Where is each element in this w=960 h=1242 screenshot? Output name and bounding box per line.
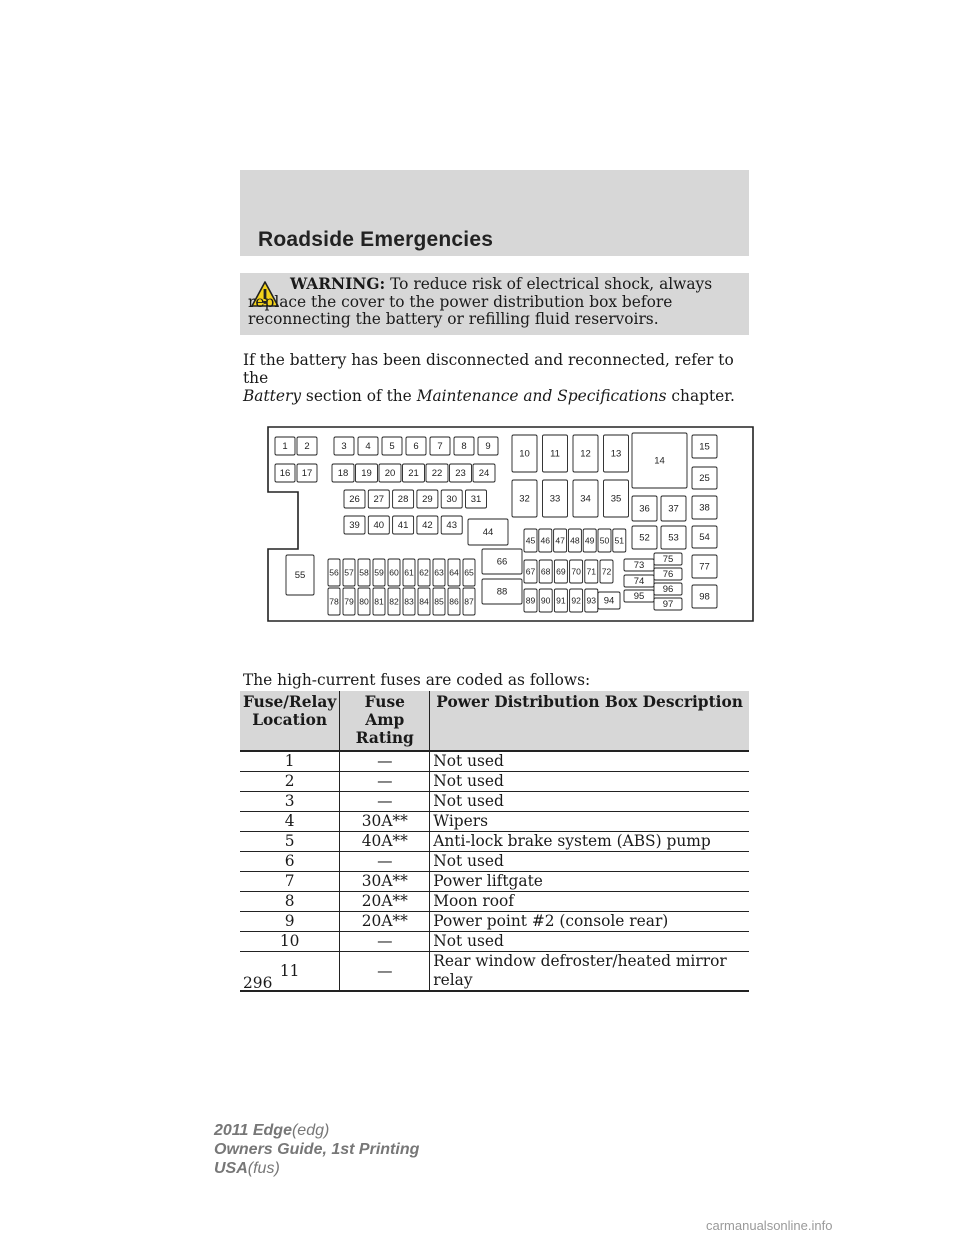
document-footer: [214, 1121, 419, 1178]
fuse-label: 1: [282, 441, 288, 453]
fuse-label: 2: [304, 441, 310, 453]
cell-amp-rating: 30A**: [340, 812, 430, 832]
cell-description: Not used: [430, 792, 749, 812]
fuse-label: 67: [525, 566, 536, 577]
fuse-label: 88: [496, 586, 508, 598]
fuse-label: 58: [359, 567, 369, 578]
fuse-label: 35: [610, 493, 622, 505]
fuse-label: 13: [610, 448, 622, 460]
fuse-label: 60: [389, 567, 399, 578]
fuse-label: 96: [662, 584, 674, 596]
fuse-label: 29: [422, 494, 433, 506]
fuse-label: 57: [344, 567, 354, 578]
section-title: Roadside Emergencies: [258, 228, 494, 251]
fuse-label: 41: [397, 520, 409, 532]
fuse-label: 55: [294, 570, 306, 582]
cell-location: 2: [240, 772, 340, 792]
paragraph-text-3: chapter.: [671, 387, 735, 405]
fuse-label: 37: [668, 503, 679, 515]
cell-description: Moon roof: [430, 892, 749, 912]
fuse-label: 98: [699, 591, 710, 603]
fuse-label: 4: [365, 441, 371, 453]
cell-amp-rating: 40A**: [340, 832, 430, 852]
table-row: [240, 892, 749, 912]
fuse-label: 81: [374, 596, 384, 607]
fuse-label: 68: [540, 566, 551, 577]
cell-description: Not used: [430, 932, 749, 952]
fuse-label: 87: [464, 596, 474, 607]
fuse-label: 34: [580, 493, 591, 505]
fuse-label: 97: [662, 599, 674, 611]
table-row: [240, 812, 749, 832]
cell-description: Not used: [430, 751, 749, 772]
battery-paragraph: [243, 351, 748, 405]
fuse-label: 47: [555, 535, 565, 546]
fuse-label: 28: [397, 494, 409, 506]
fuse-label: 65: [464, 567, 474, 578]
fuse-label: 31: [470, 494, 482, 506]
fuse-label: 6: [413, 441, 419, 453]
fuse-label: 64: [449, 567, 459, 578]
fuse-label: 56: [329, 567, 339, 578]
fuse-label: 17: [301, 468, 313, 480]
fuse-label: 7: [437, 441, 443, 453]
cell-location: 11: [240, 952, 340, 992]
cell-location: 10: [240, 932, 340, 952]
fuse-label: 39: [349, 520, 360, 532]
cell-location: 6: [240, 852, 340, 872]
fuse-label: 3: [341, 441, 347, 453]
fuse-label: 95: [633, 591, 645, 603]
fuse-label: 79: [344, 596, 354, 607]
fuse-label: 72: [601, 566, 612, 577]
footer-guide: Owners Guide, 1st Printing: [214, 1141, 420, 1158]
fuse-label: 59: [374, 567, 384, 578]
cell-description: Not used: [430, 852, 749, 872]
fuse-label: 66: [496, 556, 508, 568]
paragraph-text-2: section of the: [305, 387, 412, 405]
table-row: [240, 852, 749, 872]
header-location: Fuse/Relay Location: [240, 691, 340, 751]
table-row: [240, 751, 749, 772]
fuse-label: 62: [419, 567, 429, 578]
fuse-label: 82: [389, 596, 399, 607]
fuse-label: 23: [455, 468, 466, 480]
fuse-label: 10: [519, 448, 530, 460]
cell-location: 4: [240, 812, 340, 832]
paragraph-text-1: If the battery has been disconnected and reconnected, refer to the: [243, 351, 734, 387]
fuse-label: 74: [633, 576, 645, 588]
cell-amp-rating: —: [340, 772, 430, 792]
fuse-label: 49: [584, 535, 595, 546]
fuse-label: 30: [446, 494, 457, 506]
footer-model-code: (edg): [291, 1122, 330, 1139]
fuse-label: 27: [373, 494, 385, 506]
fuse-label: 61: [404, 567, 414, 578]
battery-section-ref: Battery: [243, 387, 302, 405]
fuse-label: 89: [525, 595, 536, 606]
fuse-label: 93: [586, 595, 597, 606]
cell-description: Power liftgate: [430, 872, 749, 892]
table-row: [240, 792, 749, 812]
fuse-label: 52: [639, 532, 650, 544]
fuse-label: 54: [699, 532, 710, 544]
fuse-label: 26: [349, 494, 360, 506]
power-distribution-box-diagram: [265, 424, 755, 624]
table-header-row: [240, 691, 749, 751]
cell-amp-rating: —: [340, 852, 430, 872]
fuse-label: 80: [359, 596, 369, 607]
fuse-label: 18: [337, 468, 349, 480]
fuse-label: 50: [599, 535, 610, 546]
cell-location: 8: [240, 892, 340, 912]
fuse-label: 15: [699, 441, 710, 453]
cell-amp-rating: —: [340, 952, 430, 992]
cell-location: 9: [240, 912, 340, 932]
fuse-label: 16: [279, 468, 291, 480]
fuse-label: 44: [482, 527, 494, 539]
fuse-label: 8: [461, 441, 467, 453]
fuse-label: 32: [519, 493, 530, 505]
fuse-label: 14: [654, 455, 665, 467]
warning-text: [248, 276, 743, 329]
warning-label: WARNING:: [290, 275, 386, 293]
fuse-label: 94: [603, 595, 615, 607]
fuse-label: 51: [614, 535, 625, 546]
fuse-label: 46: [540, 535, 551, 546]
table-row: [240, 872, 749, 892]
fuse-label: 24: [478, 468, 490, 480]
cell-description: Rear window defroster/heated mirror relay: [430, 952, 749, 992]
fuse-label: 12: [580, 448, 591, 460]
cell-location: 7: [240, 872, 340, 892]
fuse-label: 70: [571, 566, 581, 577]
fuse-label: 48: [570, 535, 580, 546]
fuse-label: 75: [662, 554, 674, 566]
table-row: [240, 952, 749, 992]
fuse-label: 76: [662, 569, 674, 581]
header-amp-rating: Fuse Amp Rating: [340, 691, 430, 751]
cell-amp-rating: —: [340, 792, 430, 812]
cell-amp-rating: 20A**: [340, 912, 430, 932]
fuse-label: 45: [525, 535, 536, 546]
fuse-label: 91: [556, 595, 566, 606]
fuse-label: 53: [668, 532, 679, 544]
header-description: Power Distribution Box Description: [430, 691, 749, 751]
watermark: carmanualsonline.info: [706, 1218, 833, 1233]
cell-description: Not used: [430, 772, 749, 792]
table-row: [240, 912, 749, 932]
fuse-label: 77: [699, 561, 710, 573]
fuse-label: 19: [361, 468, 372, 480]
fuse-label: 5: [389, 441, 395, 453]
fuse-label: 33: [549, 493, 561, 505]
fuse-label: 21: [408, 468, 419, 480]
fuse-label: 73: [633, 560, 645, 572]
fuse-table: [240, 691, 749, 992]
fuse-label: 40: [373, 520, 385, 532]
fuse-label: 78: [329, 596, 339, 607]
footer-region: USA: [214, 1160, 248, 1177]
fuse-label: 63: [434, 567, 444, 578]
fuse-label: 85: [434, 596, 444, 607]
table-caption: The high-current fuses are coded as follows:: [243, 671, 591, 689]
table-row: [240, 772, 749, 792]
cell-amp-rating: 30A**: [340, 872, 430, 892]
fuse-label: 11: [550, 448, 560, 460]
warning-body: To reduce risk of electrical shock, always replace the cover to the power distribution box before reconnecting the battery or refilling fluid reservoirs.: [248, 275, 713, 328]
cell-description: Anti-lock brake system (ABS) pump: [430, 832, 749, 852]
cell-description: Wipers: [430, 812, 749, 832]
cell-amp-rating: —: [340, 751, 430, 772]
fuse-label: 25: [699, 473, 710, 485]
fuse-label: 43: [446, 520, 457, 532]
fuse-label: 86: [449, 596, 459, 607]
footer-region-code: (fus): [247, 1160, 280, 1177]
fuse-label: 36: [639, 503, 650, 515]
cell-location: 5: [240, 832, 340, 852]
cell-amp-rating: —: [340, 932, 430, 952]
fuse-label: 83: [404, 596, 414, 607]
cell-location: 1: [240, 751, 340, 772]
table-row: [240, 832, 749, 852]
fuse-label: 42: [422, 520, 433, 532]
fuse-label: 84: [419, 596, 429, 607]
fuse-label: 90: [540, 595, 551, 606]
cell-amp-rating: 20A**: [340, 892, 430, 912]
fuse-label: 71: [586, 566, 597, 577]
table-row: [240, 932, 749, 952]
cell-description: Power point #2 (console rear): [430, 912, 749, 932]
fuse-label: 9: [485, 441, 491, 453]
fuse-label: 38: [699, 502, 710, 514]
fuse-label: 92: [571, 595, 581, 606]
fuse-label: 20: [384, 468, 396, 480]
footer-model: 2011 Edge: [214, 1122, 292, 1139]
chapter-ref: Maintenance and Specifications: [416, 387, 667, 405]
cell-location: 3: [240, 792, 340, 812]
fuse-label: 69: [556, 566, 566, 577]
page-number: 296: [243, 974, 273, 992]
fuse-label: 22: [431, 468, 443, 480]
